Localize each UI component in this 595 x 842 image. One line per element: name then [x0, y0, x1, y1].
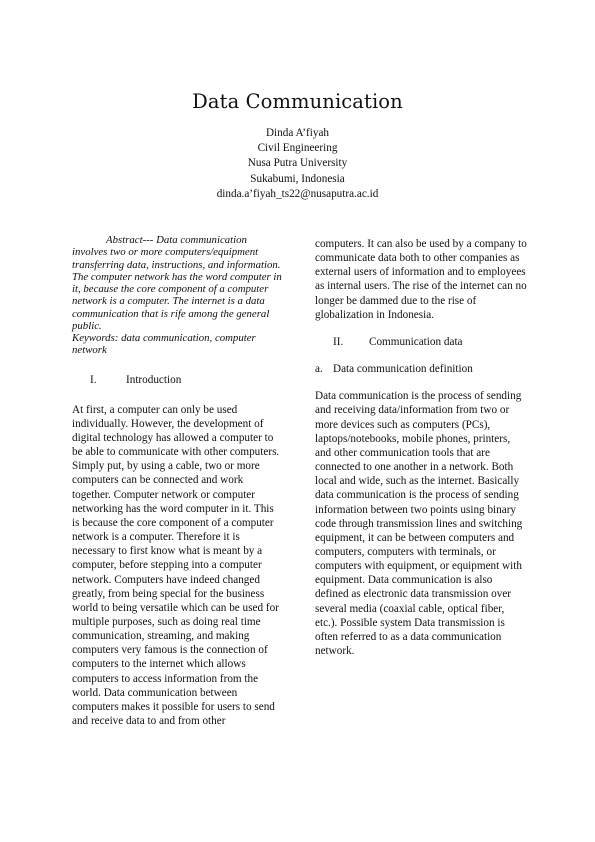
section-title: Introduction	[126, 373, 182, 386]
section-heading-communication-data	[315, 335, 527, 349]
subsection-letter: a.	[315, 363, 323, 376]
introduction-continuation: computers. It can also be used by a company to communicate data both to other companies as external users of information and to employees as internal users. The rise of the internet can no longer be dammed due to the rise of globalization in Indonesia.	[315, 238, 527, 321]
section-number: I.	[90, 373, 97, 386]
paper-title: Data Communication	[192, 90, 403, 113]
abstract-text: Abstract--- Data communication involves two or more computers/equipment transferring data, instructions, and information. The computer network has the word computer in it, because the core component of a computer network is a computer. The internet is a data communication that is rife among the general public.	[72, 234, 282, 332]
author-location: Sukabumi, Indonesia	[250, 172, 345, 185]
subsection-title: Data communication definition	[333, 363, 473, 376]
author-email: dinda.a’fiyah_ts22@nusaputra.ac.id	[216, 187, 379, 200]
keywords: Keywords: data communication, computer network	[72, 332, 256, 357]
author-department: Civil Engineering	[257, 142, 338, 155]
introduction-paragraph: At first, a computer can only be used individually. However, the development of digital technology has allowed a computer to be able to communicate with other computers. Simply put, by using a cable, two or more computers can be connected and work together. Computer network or computer networking has the word computer in it. This is because the core component of a computer network is a computer. Therefore it is necessary to first know what is meant by a computer, before stepping into a computer network. Computers have indeed changed greatly, from being special for the business world to being versatile which can be used for multiple purposes, such as doing real time communication, streaming, and making computers very famous is the connection of computers to the internet which allows computers to access information from the world. Data communication between computers makes it possible for users to send and receive data to and from other	[72, 403, 280, 728]
left-column	[72, 234, 284, 728]
abstract	[72, 234, 284, 332]
section-number: II.	[333, 335, 344, 348]
section-heading-introduction	[72, 373, 284, 387]
definition-paragraph: Data communication is the process of sending and receiving data/information from two or more devices such as computers (PCs), laptops/notebooks, mobile phones, printers, and other communication tools that are connected to one another in a network. Both local and wide, such as the internet. Basically data communication is the process of sending information between two points using binary code through transmission lines and switching equipment, it can be between computers and computers, computers with terminals, or computers with equipment, or equipment with equipment. Data communication is also defined as electronic data transmission over several media (coaxial cable, optical fiber, etc.). Possible system Data transmission is often referred to as a data communication network.	[315, 390, 523, 658]
subsection-heading	[315, 362, 527, 376]
author-block	[0, 126, 595, 202]
right-column	[315, 237, 527, 658]
section-title: Communication data	[369, 335, 463, 348]
author-name: Dinda A’fiyah	[265, 127, 330, 139]
author-institution: Nusa Putra University	[247, 157, 348, 170]
